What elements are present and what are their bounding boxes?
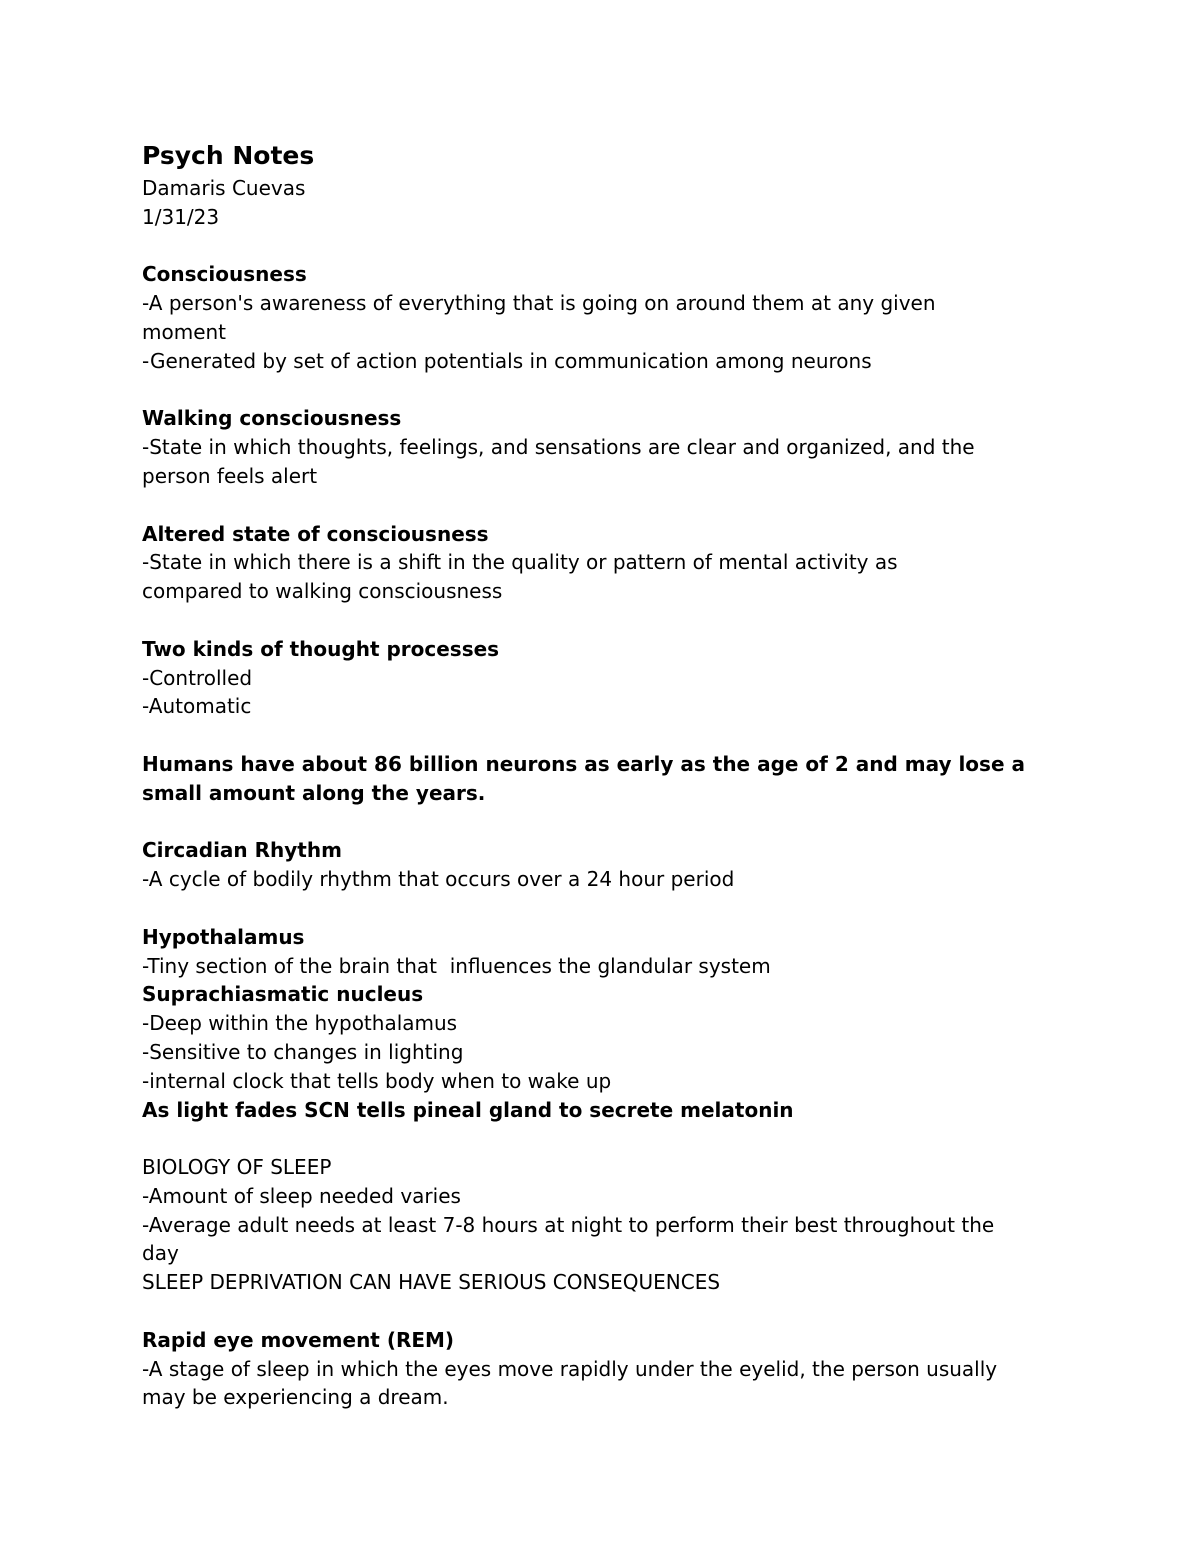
consciousness-line-2: -Generated by set of action potentials in communication among neurons xyxy=(142,348,872,373)
spacer xyxy=(142,376,1062,405)
spacer xyxy=(142,894,1062,923)
neurons-fact: Humans have about 86 billion neurons as early as the age of 2 and may lose a small amount along the years. xyxy=(142,751,1025,805)
consciousness-line-1: -A person's awareness of everything that is going on around them at any given moment xyxy=(142,291,936,344)
spacer xyxy=(142,232,1062,261)
section-heading-hypothalamus: Hypothalamus xyxy=(142,924,305,949)
thought-line-2: -Automatic xyxy=(142,694,252,719)
scn-line-2: -Sensitive to changes in lighting xyxy=(142,1039,464,1064)
scn-line-1: -Deep within the hypothalamus xyxy=(142,1011,458,1036)
document-page xyxy=(142,138,1062,1412)
spacer xyxy=(142,1124,1062,1153)
spacer xyxy=(142,606,1062,635)
sleep-line-2: -Average adult needs at least 7-8 hours at night to perform their best throughout the day xyxy=(142,1212,995,1266)
sleep-line-1: -Amount of sleep needed varies xyxy=(142,1183,461,1208)
spacer xyxy=(142,721,1062,750)
spacer xyxy=(142,1297,1062,1326)
sleep-warning: SLEEP DEPRIVATION CAN HAVE SERIOUS CONSEQUENCES xyxy=(142,1270,721,1295)
scn-line-3: -internal clock that tells body when to wake up xyxy=(142,1068,612,1093)
author-name: Damaris Cuevas xyxy=(142,176,306,200)
walking-line-1: -State in which thoughts, feelings, and sensations are clear and organized, and the person feels alert xyxy=(142,435,975,488)
scn-note: As light fades SCN tells pineal gland to secrete melatonin xyxy=(142,1097,794,1122)
rem-line-1: -A stage of sleep in which the eyes move rapidly under the eyelid, the person usually may be experiencing a dream. xyxy=(142,1356,998,1410)
section-heading-consciousness: Consciousness xyxy=(142,262,307,287)
section-heading-altered: Altered state of consciousness xyxy=(142,521,489,546)
note-date: 1/31/23 xyxy=(142,204,220,229)
thought-line-1: -Controlled xyxy=(142,665,253,690)
section-heading-circadian: Circadian Rhythm xyxy=(142,838,342,863)
spacer xyxy=(142,808,1062,837)
page-title: Psych Notes xyxy=(142,141,315,170)
altered-line-1: -State in which there is a shift in the quality or pattern of mental activity as compared to walking consciousness xyxy=(142,550,898,604)
section-heading-thought: Two kinds of thought processes xyxy=(142,636,500,661)
spacer xyxy=(142,491,1062,520)
section-heading-sleep: BIOLOGY OF SLEEP xyxy=(142,1155,332,1180)
section-heading-walking: Walking consciousness xyxy=(142,406,402,431)
hypothalamus-line-1: -Tiny section of the brain that influences the glandular system xyxy=(142,953,771,978)
section-heading-scn: Suprachiasmatic nucleus xyxy=(142,982,424,1007)
circadian-line-1: -A cycle of bodily rhythm that occurs over a 24 hour period xyxy=(142,867,735,892)
section-heading-rem: Rapid eye movement (REM) xyxy=(142,1327,455,1352)
